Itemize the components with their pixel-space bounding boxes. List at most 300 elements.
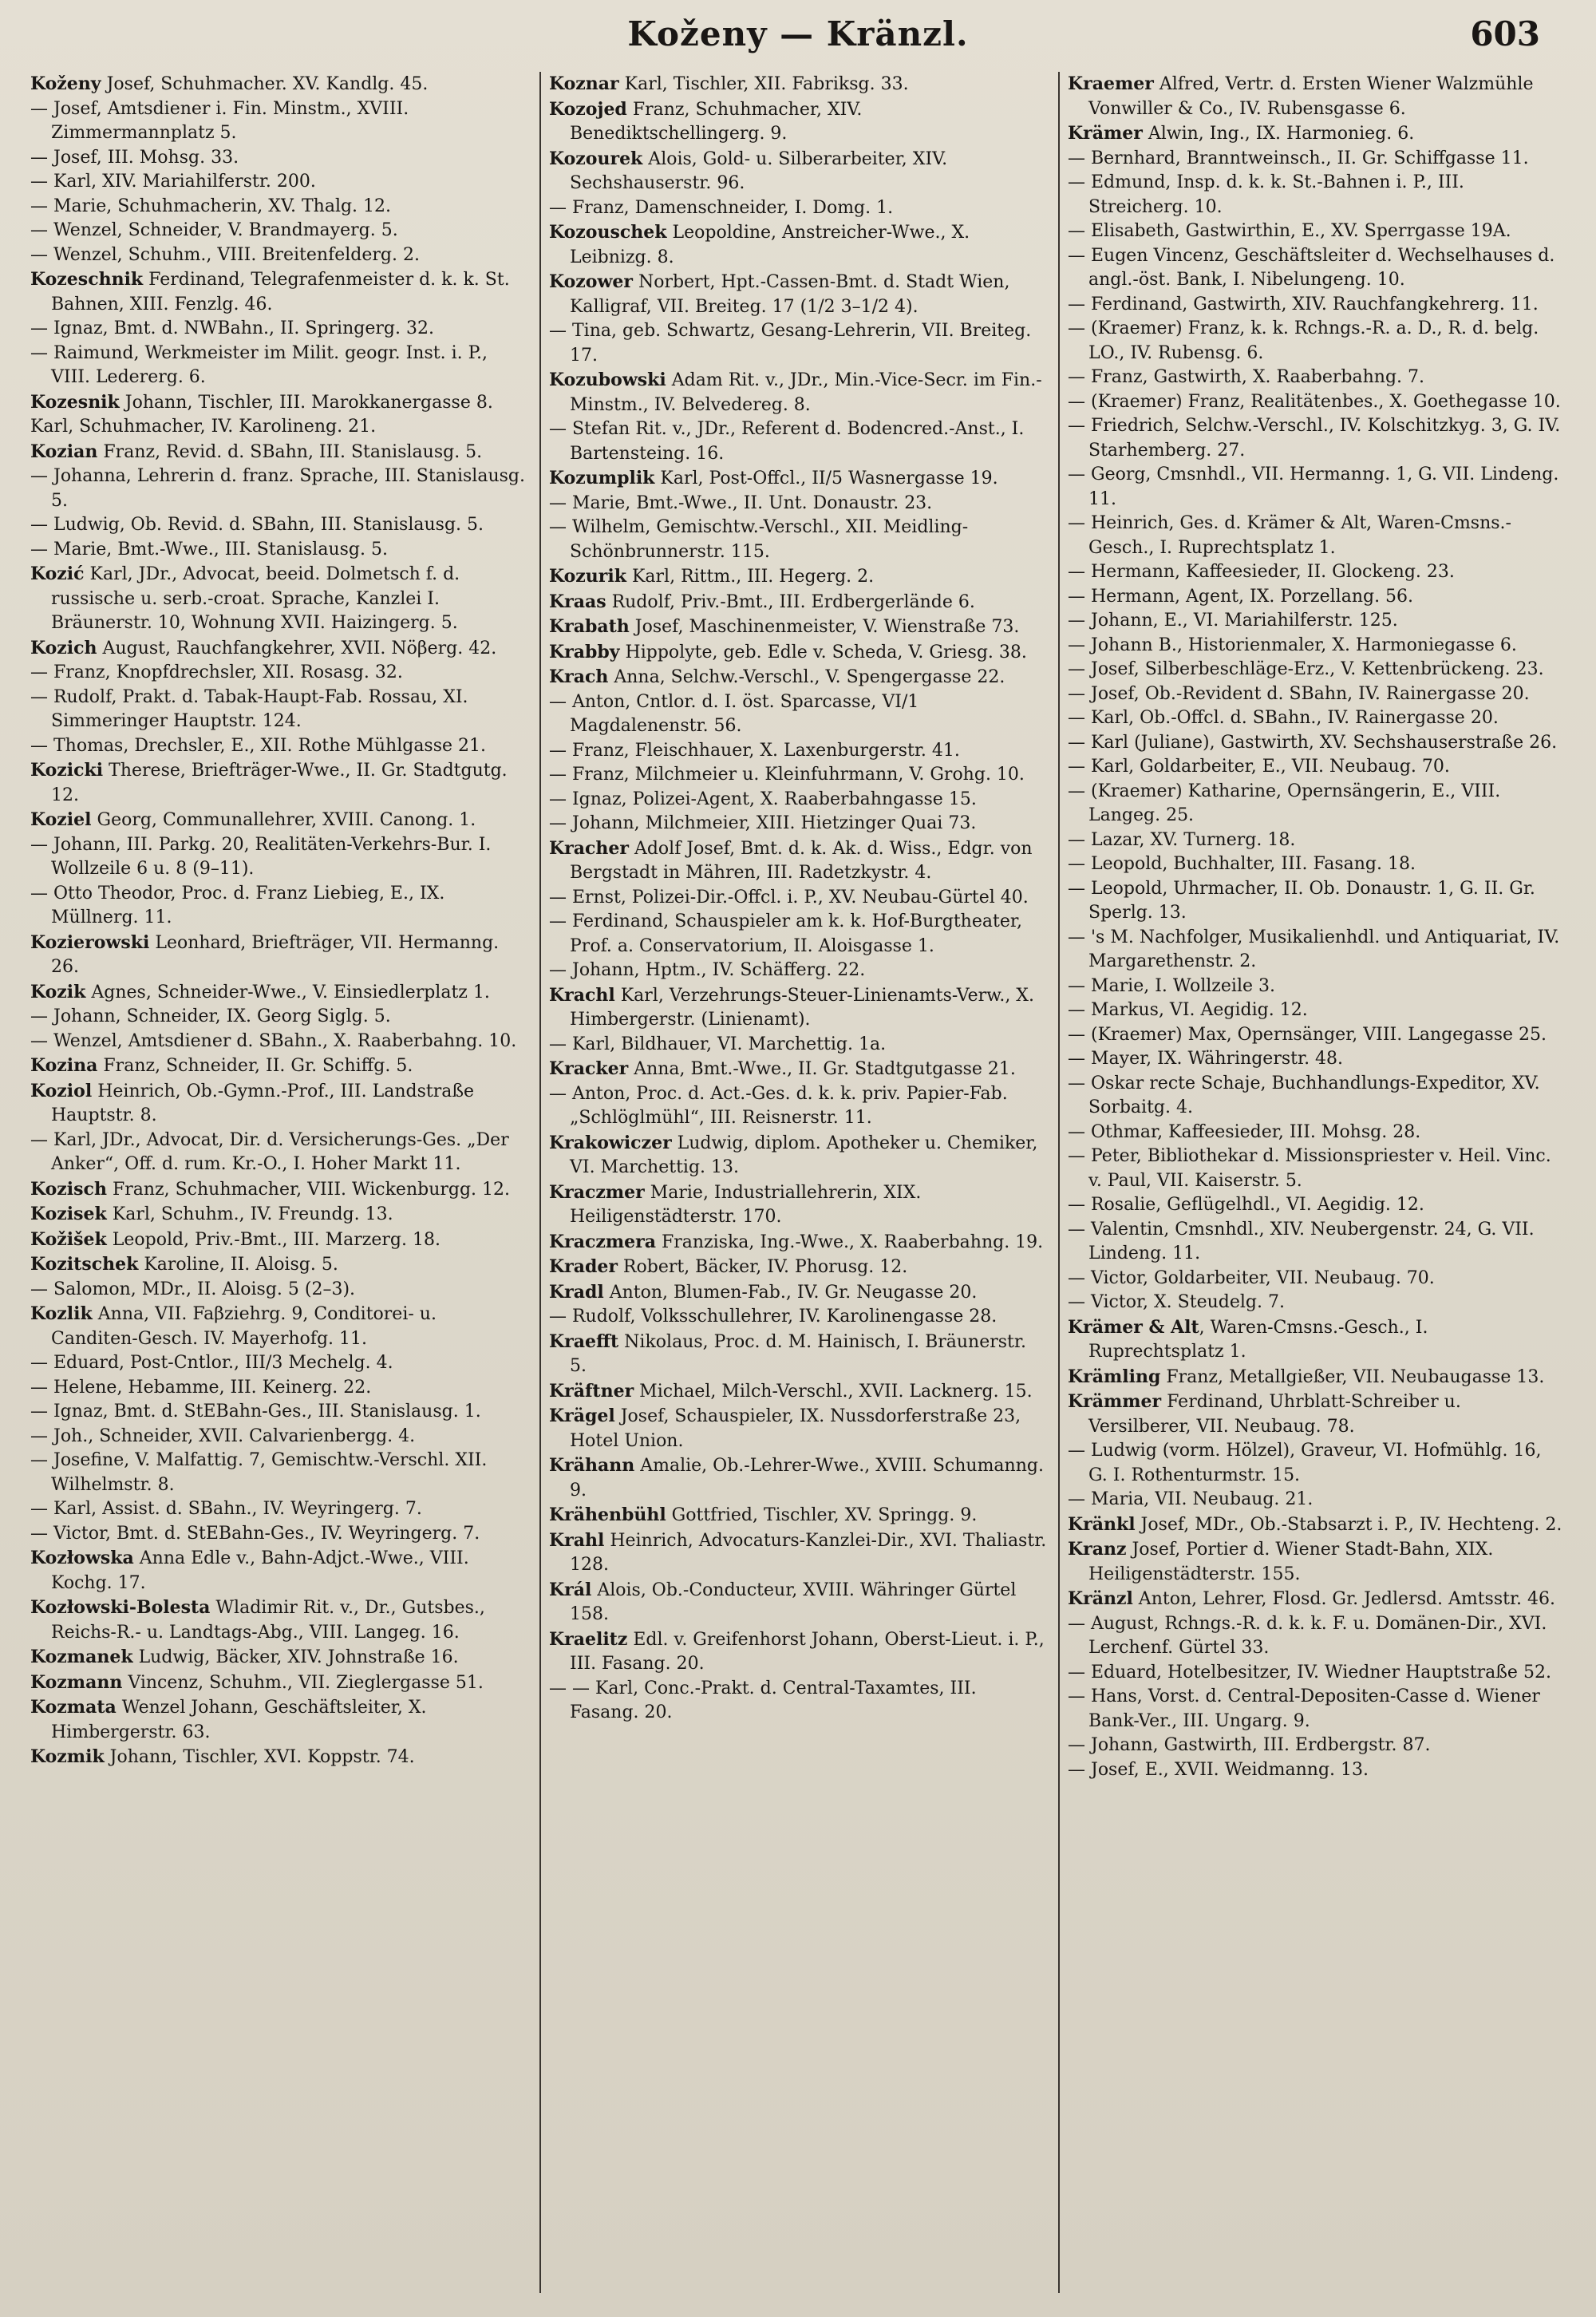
entry-text: — Johann, Milchmeier, XIII. Hietzinger Quai 73. [549,813,977,833]
entry-text: — Franz, Gastwirth, X. Raaberbahng. 7. [1068,367,1425,387]
entry-headword: Kraas [549,591,606,612]
directory-entry [30,686,528,734]
directory-entry [30,758,528,808]
directory-entry [549,417,1047,466]
directory-entry [30,219,528,243]
entry-headword: Koznar [549,73,619,94]
directory-entry [1068,926,1566,975]
directory-entry [1068,366,1566,390]
directory-entry [1068,609,1566,634]
entry-text: — (Kraemer) Katharine, Opernsängerin, E., VIII. Langeg. 25. [1068,781,1501,825]
entry-text: — Raimund, Werkmeister im Milit. geogr. Inst. i. P., VIII. Ledererg. 6. [30,342,488,387]
entry-text: Georg, Communallehrer, XVIII. Canong. 1. [91,810,476,830]
directory-entry [549,1082,1047,1131]
entry-headword: Kracker [549,1058,629,1079]
entry-text: Marie, Industriallehrerin, XIX. Heiligenstädterstr. 170. [570,1182,922,1227]
directory-entry [1068,731,1566,756]
entry-headword: Kraelitz [549,1628,628,1650]
directory-entry [1068,682,1566,707]
entry-text: Josef, Maschinenmeister, V. Wienstraße 73. [629,617,1020,637]
entry-headword: Krähenbühl [549,1504,666,1525]
directory-entry [1068,219,1566,244]
entry-text: Anna, Bmt.-Wwe., II. Gr. Stadtgutgasse 21. [628,1059,1016,1079]
directory-entry [549,1404,1047,1453]
directory-entry [1068,1439,1566,1488]
entry-text: — Eugen Vincenz, Geschäftsleiter d. Wechselhauses d. angl.-öst. Bank, I. Nibelungeng. 10. [1068,245,1555,290]
entry-headword: Kozierowski [30,931,150,953]
entry-text: — Maria, VII. Neubaug. 21. [1068,1489,1314,1509]
directory-entry [549,1330,1047,1379]
directory-entry [1068,1047,1566,1072]
directory-entry [30,465,528,513]
entry-text: Josef, Schauspieler, IX. Nussdorferstraße 23, Hotel Union. [570,1406,1021,1451]
entry-headword: Kozlik [30,1303,93,1324]
entry-headword: Kozłowska [30,1548,134,1568]
directory-entry [549,640,1047,666]
directory-entry [549,590,1047,615]
entry-headword: Kozojed [549,98,627,120]
directory-entry [30,513,528,538]
entry-headword: Kozumplik [549,468,655,488]
directory-entry [30,170,528,195]
entry-text: Alfred, Vertr. d. Ersten Wiener Walzmühle Vonwiller & Co., IV. Rubensgasse 6. [1088,74,1534,119]
directory-entry [549,615,1047,640]
entry-text: — Anton, Cntlor. d. I. öst. Sparcasse, VI/1 Magdalenenstr. 56. [549,691,919,736]
entry-text: — 's M. Nachfolger, Musikalienhdl. und Antiquariat, IV. Margarethenstr. 2. [1068,927,1560,971]
entry-text: — Wilhelm, Gemischtw.-Verschl., XII. Meidling-Schönbrunnerstr. 115. [549,517,969,562]
entry-text: — Josefine, V. Malfattig. 7, Gemischtw.-Verschl. XII. Wilhelmstr. 8. [30,1450,488,1495]
entry-text: — Victor, Goldarbeiter, VII. Neubaug. 70. [1068,1267,1435,1288]
entry-text: — Karl, Goldarbeiter, E., VII. Neubaug. 70. [1068,757,1450,777]
entry-text: Alwin, Ing., IX. Harmonieg. 6. [1142,124,1415,144]
entry-text: — Johann B., Historienmaler, X. Harmoniegasse 6. [1068,635,1517,655]
directory-entry [549,690,1047,739]
directory-entry [30,440,528,465]
entry-headword: Kracher [549,837,629,859]
directory-entry [1068,1685,1566,1734]
directory-entry [549,516,1047,564]
entry-text: — Thomas, Drechsler, E., XII. Rothe Mühlgasse 21. [30,735,487,756]
entry-text: — Friedrich, Selchw.-Verschl., IV. Kolschitzkyg. 3, G. IV. Starhemberg. 27. [1068,416,1561,461]
entry-headword: Krämer & Alt [1068,1316,1199,1338]
entry-text: — Ludwig (vorm. Hölzel), Graveur, VI. Hofmühlg. 16, G. I. Rothenturmstr. 15. [1068,1441,1542,1485]
entry-text: — (Kraemer) Franz, Realitätenbes., X. Goethegasse 10. [1068,391,1561,412]
entry-text: Edl. v. Greifenhorst Johann, Oberst-Lieut. i. P., III. Fasang. 20. [570,1629,1045,1674]
entry-text: Alois, Ob.-Conducteur, XVIII. Währinger Gürtel 158. [570,1580,1017,1624]
entry-text: — Markus, VI. Aegidig. 12. [1068,1000,1308,1020]
entry-headword: Kozesnik [30,391,120,413]
entry-text: Josef, Portier d. Wiener Stadt-Bahn, XIX. Heiligenstädterstr. 155. [1088,1540,1494,1584]
page-number: 603 [1470,14,1540,53]
entry-headword: Kozmik [30,1746,105,1767]
entry-text: — Karl, Assist. d. SBahn., IV. Weyringerg. 7. [30,1499,422,1519]
directory-entry [30,1351,528,1376]
entry-text: — Josef, E., XVII. Weidmanng. 13. [1068,1759,1369,1780]
directory-entry [1068,1267,1566,1291]
directory-entry [30,1302,528,1351]
directory-entry [30,1645,528,1671]
directory-entry [549,1230,1047,1255]
entry-headword: Krägel [549,1406,615,1426]
directory-entry [30,1054,528,1079]
directory-entry [549,492,1047,516]
entry-text: Franz, Revid. d. SBahn, III. Stanislausg. 5. [97,441,483,462]
entry-headword: Kozian [30,441,98,462]
directory-entry [549,72,1047,97]
entry-headword: Krämmer [1068,1391,1162,1412]
directory-entry [1068,171,1566,219]
entry-headword: Kozubowski [549,370,666,390]
directory-entry [1068,852,1566,877]
entry-text: Agnes, Schneider-Wwe., V. Einsiedlerplatz 1. [85,982,490,1002]
entry-text: — Ferdinand, Schauspieler am k. k. Hof-Burgtheater, Prof. a. Conservatorium, II. Aloisgasse 1. [549,911,1022,956]
directory-entry [1068,755,1566,780]
entry-headword: Krach [549,666,609,687]
entry-text: — Karl, XIV. Mariahilferstr. 200. [30,172,316,192]
directory-entry [1068,1218,1566,1267]
directory-entry [1068,1121,1566,1145]
entry-text: — Hans, Vorst. d. Central-Depositen-Casse d. Wiener Bank-Ver., III. Ungarg. 9. [1068,1686,1540,1731]
entry-headword: Kranz [1068,1539,1127,1560]
directory-entry [549,1180,1047,1230]
entry-headword: Kraczmer [549,1181,645,1203]
directory-entry [30,1695,528,1745]
entry-text: — Leopold, Uhrmacher, II. Ob. Donaustr. 1, G. II. Gr. Sperlg. 13. [1068,878,1535,923]
entry-headword: Krähann [549,1455,635,1476]
entry-headword: Kozisek [30,1204,107,1224]
entry-text: — Oskar recte Schaje, Buchhandlungs-Expeditor, XV. Sorbaitg. 4. [1068,1073,1540,1117]
entry-text: — Marie, Schuhmacherin, XV. Thalg. 12. [30,196,392,216]
directory-entry [1068,1537,1566,1587]
entry-text: — Johann, E., VI. Mariahilferstr. 125. [1068,611,1398,631]
directory-entry [1068,1661,1566,1686]
directory-entry [1068,877,1566,926]
entry-headword: Kozicki [30,760,104,781]
directory-entry [1068,390,1566,415]
directory-entry [30,1177,528,1203]
entry-headword: Kozisch [30,1178,107,1200]
entry-text: Josef, Schuhmacher. XV. Kandlg. 45. [101,74,429,94]
directory-entry [30,661,528,686]
directory-entry [549,910,1047,959]
directory-entry [30,1400,528,1425]
entry-text: Josef, MDr., Ob.-Stabsarzt i. P., IV. Hechteng. 2. [1135,1514,1562,1535]
entry-text: — Helene, Hebamme, III. Keinerg. 22. [30,1377,372,1398]
directory-entry [549,886,1047,911]
directory-entry [30,1129,528,1177]
entry-text: Franz, Schneider, II. Gr. Schiffg. 5. [97,1056,413,1076]
entry-text: Vincenz, Schuhm., VII. Zieglergasse 51. [122,1672,484,1693]
entry-text: — Ignaz, Bmt. d. StEBahn-Ges., III. Stanislausg. 1. [30,1402,481,1421]
entry-text: — Johann, III. Parkg. 20, Realitäten-Verkehrs-Bur. I. Wollzeile 6 u. 8 (9–11). [30,834,492,879]
directory-entry [549,319,1047,368]
entry-text: — Ignaz, Bmt. d. NWBahn., II. Springerg. 32. [30,318,434,338]
entry-text: Michael, Milch-Verschl., XVII. Lacknerg. 15. [634,1381,1033,1402]
entry-text: — Mayer, IX. Währingerstr. 48. [1068,1049,1344,1069]
directory-entry [30,882,528,931]
entry-text: — Marie, I. Wollzeile 3. [1068,975,1275,996]
directory-entry [549,1627,1047,1677]
directory-entry [1068,1023,1566,1048]
entry-text: Ferdinand, Telegrafenmeister d. k. k. St. Bahnen, XIII. Fenzlg. 46. [51,270,510,314]
entry-text: — Valentin, Cmsnhdl., XIV. Neubergenstr. 24, G. VII. Lindeng. 11. [1068,1219,1535,1263]
entry-headword: Krakowiczer [549,1132,672,1153]
directory-entry [30,1228,528,1253]
directory-entry [549,836,1047,886]
entry-text: Franz, Metallgießer, VII. Neubaugasse 13. [1160,1366,1545,1387]
entry-text: — Hermann, Kaffeesieder, II. Glockeng. 23. [1068,562,1455,582]
directory-entry [549,1280,1047,1306]
entry-headword: Koziel [30,809,92,830]
directory-entry [549,812,1047,836]
directory-entry [549,1033,1047,1058]
directory-entry [30,1745,528,1770]
entry-text: — Wenzel, Schuhm., VIII. Breitenfelderg. 2. [30,244,420,265]
entry-headword: Kozouschek [549,222,667,243]
entry-headword: Kozower [549,271,634,292]
entry-text: — Otto Theodor, Proc. d. Franz Liebieg, E., IX. Müllnerg. 11. [30,883,445,927]
entry-text: — Franz, Damenschneider, I. Domg. 1. [549,197,894,218]
directory-entry [30,195,528,219]
directory-entry [30,562,528,636]
entry-headword: Koziol [30,1080,93,1101]
entry-text: — Tina, geb. Schwartz, Gesang-Lehrerin, VII. Breiteg. 17. [549,321,1032,366]
directory-entry [549,147,1047,196]
entry-headword: Kozłowski-Bolesta [30,1597,211,1618]
directory-entry [549,1503,1047,1528]
entry-text: — (Kraemer) Max, Opernsänger, VIII. Langegasse 25. [1068,1024,1547,1045]
directory-entry [30,1005,528,1030]
entry-headword: Kozik [30,981,86,1002]
entry-headword: Kozich [30,637,97,658]
entry-text: — Heinrich, Ges. d. Krämer & Alt, Waren-Cmsns.-Gesch., I. Ruprechtsplatz 1. [1068,513,1511,558]
directory-entry [30,1376,528,1401]
entry-text: — — Karl, Conc.-Prakt. d. Central-Taxamtes, III. Fasang. 20. [549,1678,977,1722]
entry-headword: Kozitschek [30,1254,139,1275]
directory-entry [30,538,528,563]
entry-text: Amalie, Ob.-Lehrer-Wwe., XVIII. Schumanng. 9. [570,1456,1044,1501]
entry-text: Nikolaus, Proc. d. M. Hainisch, I. Bräunerstr. 5. [570,1331,1026,1376]
entry-text: — Hermann, Agent, IX. Porzellang. 56. [1068,586,1414,607]
entry-text: — Josef, III. Mohsg. 33. [30,147,239,168]
directory-entry [30,1595,528,1645]
column-right [1058,72,1566,2293]
entry-text: — (Kraemer) Franz, k. k. Rchngs.-R. a. D., R. d. belg. LO., IV. Rubensg. 6. [1068,318,1539,363]
entry-text: — Karl, Ob.-Offcl. d. SBahn., IV. Rainergasse 20. [1068,708,1499,728]
entry-headword: Kožišek [30,1228,107,1250]
entry-text: — Salomon, MDr., II. Aloisg. 5 (2–3). [30,1279,356,1299]
directory-entry [1068,780,1566,828]
directory-entry [1068,706,1566,731]
entry-text: — Eduard, Hotelbesitzer, IV. Wiedner Hauptstraße 52. [1068,1662,1551,1682]
directory-entry [549,97,1047,147]
entry-text: — Stefan Rit. v., JDr., Referent d. Bodencred.-Anst., I. Bartensteing. 16. [549,419,1025,464]
directory-entry [549,220,1047,270]
directory-entry [1068,560,1566,585]
column-middle [539,72,1047,2293]
directory-entry [1068,463,1566,512]
entry-headword: Kozurik [549,566,626,587]
directory-entry [1068,828,1566,853]
entry-text: — Karl (Juliane), Gastwirth, XV. Sechshauserstraße 26. [1068,732,1558,753]
directory-entry [30,833,528,882]
directory-entry [1068,1758,1566,1783]
column-left [30,72,528,2293]
directory-entry [1068,72,1566,121]
directory-entry [30,1030,528,1054]
entry-text: — Victor, X. Steudelg. 7. [1068,1292,1285,1312]
directory-entry [30,931,528,980]
entry-headword: Kränzl [1068,1588,1133,1609]
entry-text: Alois, Gold- u. Silberarbeiter, XIV. Sechshauserstr. 96. [570,148,948,193]
entry-text: — August, Rchngs.-R. d. k. k. F. u. Domänen-Dir., XVI. Lerchenf. Gürtel 33. [1068,1613,1547,1658]
entry-text: Heinrich, Advocaturs-Kanzlei-Dir., XVI. Thaliastr. 128. [570,1530,1047,1575]
entry-text: Anna, VII. Faβziehrg. 9, Conditorei- u. Canditen-Gesch. IV. Mayerhofg. 11. [51,1304,437,1349]
entry-text: — Georg, Cmsnhdl., VII. Hermanng. 1, G. VII. Lindeng. 11. [1068,465,1559,509]
entry-text: Adolf Josef, Bmt. d. k. Ak. d. Wiss., Edgr. von Bergstadt in Mähren, III. Radetzkystr. 4. [570,838,1033,883]
directory-entry [1068,1193,1566,1218]
directory-entry [30,734,528,759]
entry-text: Karl, Verzehrungs-Steuer-Linienamts-Verw., X. Himbergerstr. (Linienamt). [570,985,1034,1030]
entry-text: — Rudolf, Prakt. d. Tabak-Haupt-Fab. Rossau, XI. Simmeringer Hauptstr. 124. [30,686,468,731]
directory-entry [549,1255,1047,1280]
directory-entry [549,368,1047,417]
entry-text: — Johann, Gastwirth, III. Erdbergstr. 87. [1068,1735,1431,1755]
page-header [48,14,1548,70]
entry-text: Karl, Schuhmacher, IV. Karolineng. 21. [30,417,377,437]
entry-text: Adam Rit. v., JDr., Min.-Vice-Secr. im Fin.-Minstm., IV. Belvedereg. 8. [570,370,1042,415]
directory-entry [30,243,528,268]
entry-text: — Karl, Bildhauer, VI. Marchettig. 1a. [549,1034,887,1054]
entry-headword: Kozeschnik [30,269,144,290]
entry-text: Franziska, Ing.-Wwe., X. Raaberbahng. 19. [655,1232,1044,1252]
entry-text: Therese, Briefträger-Wwe., II. Gr. Stadtgutg. 12. [51,761,508,805]
directory-entry [30,1079,528,1129]
entry-text: Ferdinand, Uhrblatt-Schreiber u. Versilberer, VII. Neubaug. 78. [1088,1392,1461,1437]
entry-text: Anton, Lehrer, Flosd. Gr. Jedlersd. Amtsstr. 46. [1132,1589,1556,1609]
entry-headword: Kozić [30,563,85,584]
entry-text: — Ludwig, Ob. Revid. d. SBahn, III. Stanislausg. 5. [30,515,484,535]
directory-entry [1068,1291,1566,1315]
directory-entry [549,788,1047,813]
entry-headword: Koženy [30,73,101,94]
directory-entry [30,1202,528,1228]
entry-headword: Kraemer [1068,73,1154,94]
entry-headword: Krämer [1068,123,1143,144]
entry-headword: Kozmann [30,1671,123,1693]
directory-entry [549,739,1047,764]
entry-text: Ludwig, Bäcker, XIV. Johnstraße 16. [132,1647,459,1667]
directory-entry [549,1578,1047,1627]
directory-entry [1068,1512,1566,1538]
directory-entry [30,1278,528,1303]
entry-text: — Wenzel, Schneider, V. Brandmayerg. 5. [30,220,398,240]
directory-entry [1068,658,1566,682]
directory-entry [30,390,528,416]
entry-text: — Edmund, Insp. d. k. k. St.-Bahnen i. P., III. Streicherg. 10. [1068,172,1464,217]
entry-text: — Ignaz, Polizei-Agent, X. Raaberbahngasse 15. [549,789,977,809]
entry-text: — Johann, Hptm., IV. Schäfferg. 22. [549,960,866,980]
entry-headword: Krämling [1068,1366,1161,1387]
directory-entry [30,317,528,342]
directory-entry [1068,975,1566,999]
directory-entry [549,665,1047,690]
directory-entry [1068,1145,1566,1193]
entry-text: Karl, JDr., Advocat, beeid. Dolmetsch f. d. russische u. serb.-croat. Sprache, Kanzlei I. Bräunerstr. 10, Wohnung XVII. Haizingerg. 5. [51,564,460,633]
directory-entry [1068,147,1566,172]
directory-entry [1068,634,1566,658]
directory-entry [30,1425,528,1449]
entry-text: Franz, Schuhmacher, XIV. Benediktschellingerg. 9. [570,99,863,144]
directory-entry [30,808,528,833]
entry-text: Karl, Schuhm., IV. Freundg. 13. [106,1204,393,1224]
entry-headword: Kozourek [549,148,643,169]
entry-text: Franz, Schuhmacher, VIII. Wickenburgg. 12. [106,1179,511,1200]
entry-text: Hippolyte, geb. Edle v. Scheda, V. Griesg. 38. [619,642,1027,662]
entry-columns [30,72,1566,2293]
entry-text: Gottfried, Tischler, XV. Springg. 9. [666,1505,978,1525]
entry-text: Anna Edle v., Bahn-Adjct.-Wwe., VIII. Kochg. 17. [51,1548,469,1593]
entry-text: Anton, Blumen-Fab., IV. Gr. Neugasse 20. [603,1282,978,1303]
entry-text: , Waren-Cmsns.-Gesch., I. Ruprechtsplatz 1. [1088,1317,1428,1362]
entry-text: — Anton, Proc. d. Act.-Ges. d. k. k. priv. Papier-Fab. „Schlöglmühl“, III. Reisnerstr. 11. [549,1083,1008,1128]
entry-text: — Marie, Bmt.-Wwe., II. Unt. Donaustr. 23. [549,492,933,513]
directory-entry [549,1057,1047,1082]
directory-entry [1068,585,1566,610]
entry-text: — Leopold, Buchhalter, III. Fasang. 18. [1068,854,1416,874]
entry-text: — Karl, JDr., Advocat, Dir. d. Versicherungs-Ges. „Der Anker“, Off. d. rum. Kr.-O., I. Hoher Markt 11. [30,1129,509,1174]
entry-text: — Josef, Amtsdiener i. Fin. Minstm., XVIII. Zimmermannplatz 5. [30,98,409,143]
entry-text: Robert, Bäcker, IV. Phorusg. 12. [617,1257,908,1277]
entry-text: — Eduard, Post-Cntlor., III/3 Mechelg. 4. [30,1353,393,1373]
entry-headword: Kradl [549,1281,604,1303]
entry-text: — Ernst, Polizei-Dir.-Offcl. i. P., XV. Neubau-Gürtel 40. [549,887,1029,907]
entry-headword: Krader [549,1256,618,1277]
entry-headword: Kozina [30,1055,98,1076]
entry-headword: Kraefft [549,1330,619,1352]
directory-entry [1068,414,1566,463]
directory-entry [1068,1587,1566,1612]
directory-entry [1068,1734,1566,1758]
directory-entry [549,1305,1047,1330]
entry-text: Karl, Post-Offcl., II/5 Wasnergasse 19. [654,469,998,488]
entry-text: Karl, Rittm., III. Hegerg. 2. [626,567,875,587]
directory-entry [1068,293,1566,318]
entry-headword: Kraczmera [549,1231,656,1252]
directory-entry [30,1546,528,1595]
entry-text: Wenzel Johann, Geschäftsleiter, X. Himbergerstr. 63. [51,1698,427,1742]
entry-text: August, Rauchfangkehrer, XVII. Nöβerg. 42. [97,638,497,658]
directory-entry [1068,121,1566,147]
entry-text: Karl, Tischler, XII. Fabriksg. 33. [618,74,909,94]
directory-entry [549,196,1047,221]
directory-entry [549,983,1047,1033]
entry-text: — Joh., Schneider, XVII. Calvarienbergg. 4. [30,1425,416,1446]
directory-entry [549,1677,1047,1726]
entry-headword: Kräftner [549,1380,634,1402]
directory-entry [30,342,528,390]
entry-headword: Krabath [549,616,630,637]
directory-entry [549,763,1047,788]
running-head: Koženy — Kränzl. [627,14,969,53]
entry-headword: Krahl [549,1529,605,1551]
directory-entry [30,1252,528,1278]
entry-text: Rudolf, Priv.-Bmt., III. Erdbergerlände 6. [606,591,975,612]
entry-text: Norbert, Hpt.-Cassen-Bmt. d. Stadt Wien, Kalligraf, VII. Breiteg. 17 (1/2 3–1/2 4). [570,272,1010,317]
entry-text: Ludwig, diplom. Apotheker u. Chemiker, VI. Marchettig. 13. [570,1133,1038,1177]
entry-text: — Johann, Schneider, IX. Georg Siglg. 5. [30,1006,391,1026]
directory-entry [1068,512,1566,560]
